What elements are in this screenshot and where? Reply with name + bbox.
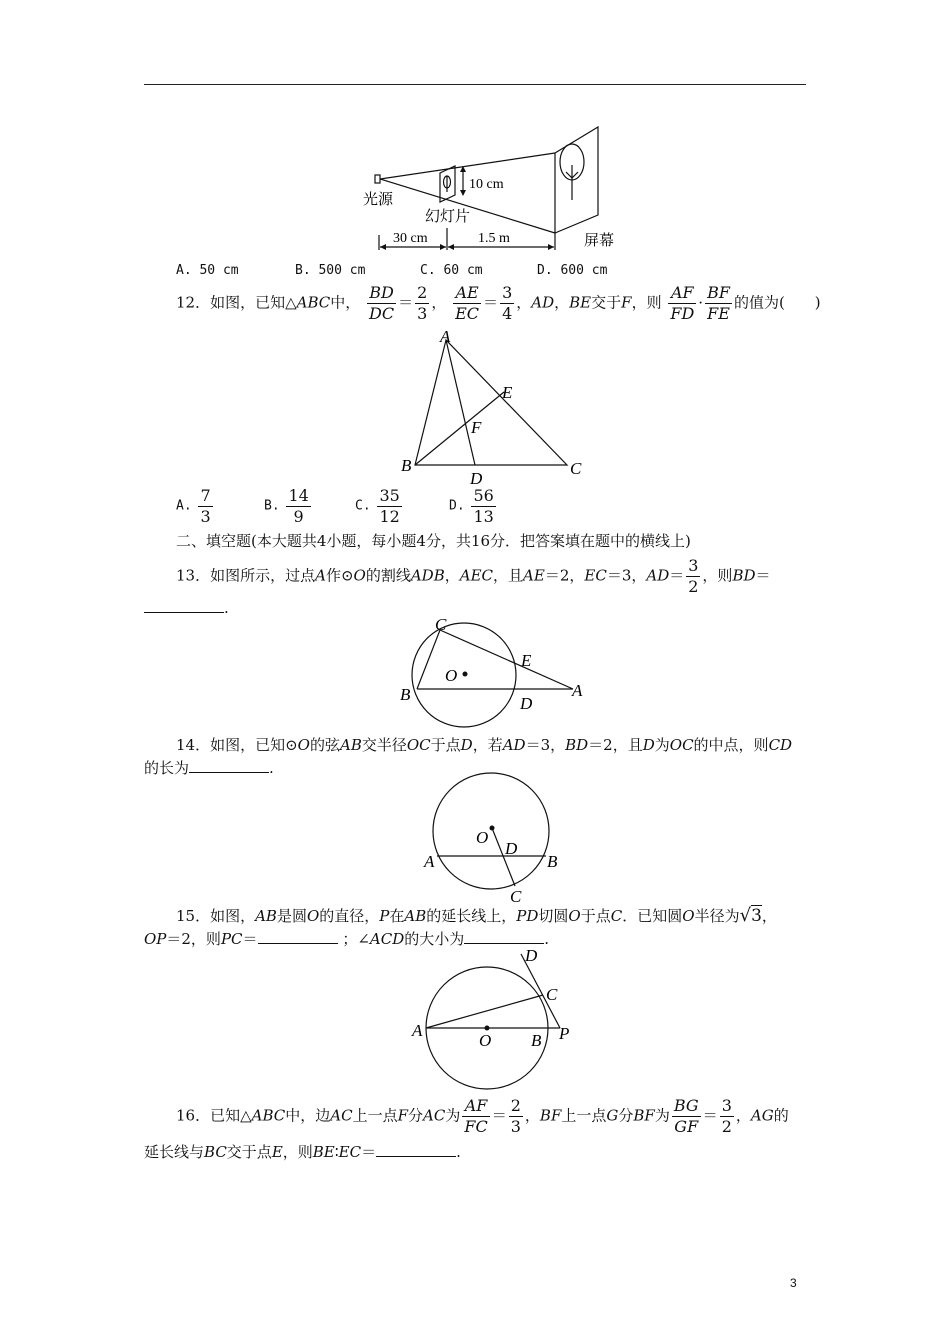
label-c: C	[546, 985, 558, 1004]
label-b: B	[531, 1031, 542, 1050]
label-a: A	[424, 852, 435, 871]
label-a: A	[572, 681, 583, 700]
label-o: O	[479, 1031, 492, 1050]
label-d: D	[470, 469, 483, 488]
q11-option-d: D. 600 cm	[537, 263, 608, 278]
answer-blank[interactable]	[144, 598, 224, 613]
q12-option-c: C. $\frac{35}{12}$	[355, 486, 400, 526]
source-label: 光源	[363, 192, 394, 208]
label-e: E	[502, 383, 513, 402]
q11-option-a: A. 50 cm	[176, 263, 239, 278]
q15-text: 15．如图，AB是圆O的直径，P在AB的延长线上，PD切圆O于点C．已知圆O半径为√3，	[176, 905, 777, 926]
secant-figure	[395, 612, 595, 732]
label-d: D	[505, 839, 518, 858]
answer-blank[interactable]	[189, 758, 269, 773]
label-b: B	[401, 456, 412, 475]
fraction-3-4: $\frac{3}{4}$	[502, 283, 513, 323]
screen-label: 屏幕	[584, 233, 615, 249]
sqrt-symbol: √3	[739, 905, 762, 926]
projector-figure	[360, 120, 640, 255]
distance2-label: 1.5 m	[478, 231, 510, 246]
q11-option-b: B. 500 cm	[295, 263, 366, 278]
q14-text: 14．如图，已知⊙O的弦AB交半径OC于点D，若AD＝3，BD＝2，且D为OC的中点，则CD	[176, 736, 793, 754]
height-label: 10 cm	[469, 177, 504, 192]
fraction-af-fc: $\frac{AF}{FC}$	[464, 1096, 488, 1136]
fraction-3-2: $\frac{3}{2}$	[721, 1096, 732, 1136]
answer-blank[interactable]	[376, 1142, 456, 1157]
q13-answer-line: .	[144, 598, 229, 618]
q12-option-d: D. $\frac{56}{13}$	[449, 486, 494, 526]
label-b: B	[400, 685, 411, 704]
label-o: O	[445, 666, 458, 685]
q13-text: 13．如图所示，过点A作⊙O的割线ADB，AEC，且AE＝2，EC＝3，AD＝ $\frac{3}{2}$ ，则BD＝	[176, 556, 771, 596]
page-number: 3	[790, 1276, 797, 1290]
q16-text: 16．已知△ABC中，边AC上一点F分AC为 $\frac{AF}{FC}$ ＝ $\frac{2}{3}$ ，BF上一点G分BF为 $\frac{BG}{GF}$ ＝ $\frac{3}{2}$ ，AG的	[176, 1096, 789, 1136]
label-d: D	[525, 946, 538, 965]
fraction-3-2: $\frac{3}{2}$	[688, 556, 699, 596]
q12-options	[176, 486, 576, 530]
answer-blank-angle[interactable]	[464, 929, 544, 944]
screen-shape	[555, 127, 598, 233]
chord-figure	[420, 770, 570, 905]
label-d: D	[520, 694, 533, 713]
fraction-ae-ec: $\frac{AE}{EC}$	[455, 283, 480, 323]
label-c: C	[435, 615, 447, 634]
label-a: A	[412, 1021, 423, 1040]
q11-option-c: C. 60 cm	[420, 263, 483, 278]
label-f: F	[471, 418, 482, 437]
triangle-figure	[395, 327, 595, 488]
q15-line2: OP＝2，则PC＝ ；∠ACD的大小为 .	[144, 930, 550, 948]
fraction-bf-fe: $\frac{BF}{FE}$	[707, 283, 730, 323]
light-source-box	[375, 175, 380, 183]
slide-label: 幻灯片	[425, 209, 471, 225]
label-b: B	[547, 852, 558, 871]
q12-text: 12．如图，已知△ABC中， $\frac{BD}{DC}$ ＝ $\frac{2}{3}$ ， $\frac{AE}{EC}$ ＝ $\frac{3}{4}$ ，AD，BE交于F，则 $\frac{AF}{FD}$ · $\frac{BF}{FE}$ 的值为( )	[176, 283, 821, 323]
q16-line2: 延长线与BC交于点E，则BE∶EC＝ .	[144, 1143, 461, 1161]
section2-heading: 二、填空题(本大题共4小题，每小题4分，共16分．把答案填在题中的横线上)	[176, 532, 691, 550]
fraction-2-3: $\frac{2}{3}$	[417, 283, 428, 323]
label-o: O	[476, 828, 489, 847]
label-e: E	[521, 651, 532, 670]
answer-blank-pc[interactable]	[258, 929, 338, 944]
q11-options	[176, 263, 676, 281]
fraction-af-fd: $\frac{AF}{FD}$	[670, 283, 695, 323]
fraction-bg-gf: $\frac{BG}{GF}$	[673, 1096, 699, 1136]
tangent-figure	[408, 945, 583, 1090]
q12-option-a: A. $\frac{7}{3}$	[176, 486, 211, 526]
distance1-label: 30 cm	[393, 231, 428, 246]
fraction-bd-dc: $\frac{BD}{DC}$	[369, 283, 395, 323]
label-c: C	[510, 887, 522, 906]
header-rule	[144, 84, 806, 85]
fraction-2-3: $\frac{2}{3}$	[510, 1096, 521, 1136]
label-c: C	[570, 459, 582, 478]
label-p: P	[559, 1024, 570, 1043]
label-a: A	[440, 327, 451, 346]
q14-line2: 的长为 .	[144, 759, 274, 777]
q12-option-b: B. $\frac{14}{9}$	[264, 486, 309, 526]
